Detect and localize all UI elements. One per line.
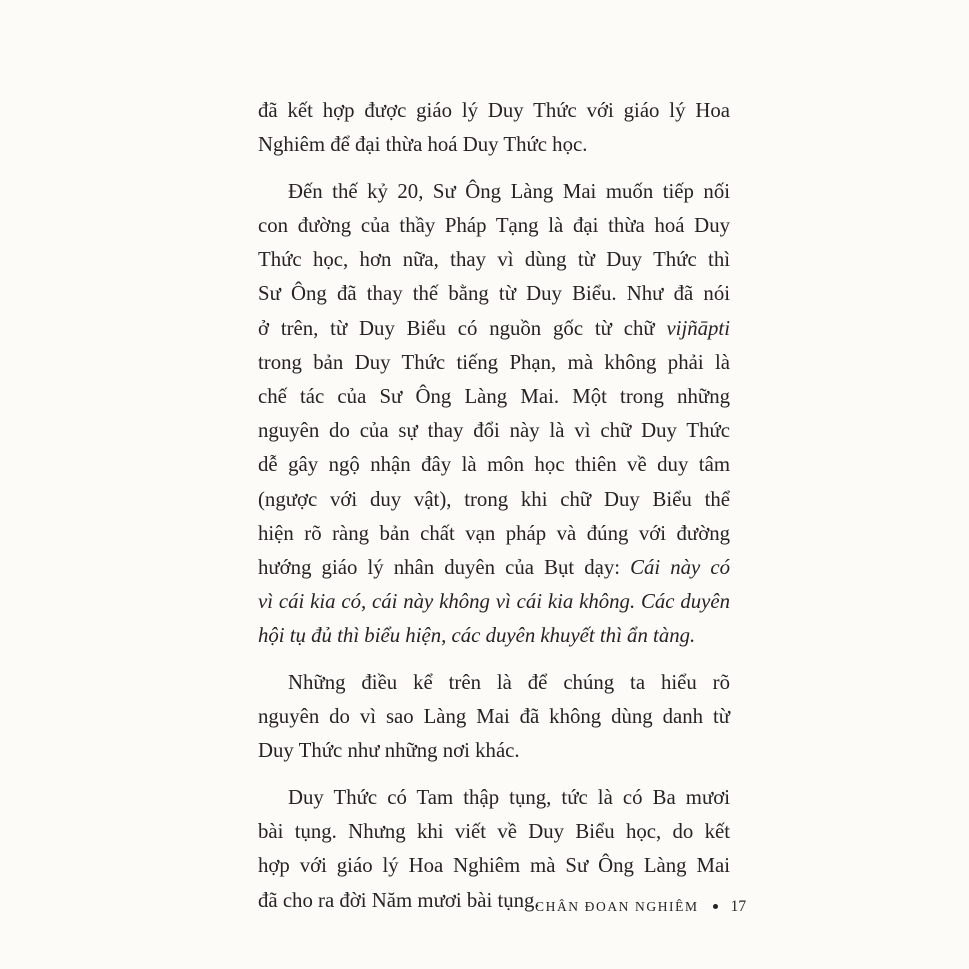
text-line	[258, 175, 730, 209]
text-line	[258, 243, 730, 277]
paragraph	[258, 175, 730, 654]
paragraph	[258, 666, 730, 769]
text-segment: hợp với giáo lý Hoa Nghiêm mà Sư Ông Làng Mai	[258, 854, 730, 878]
text-segment: ở trên, từ Duy Biểu có nguồn gốc từ chữ	[258, 316, 667, 340]
text-segment: trong bản Duy Thức tiếng Phạn, mà không phải là	[258, 350, 730, 374]
text-segment: Sư Ông đã thay thế bằng từ Duy Biểu. Như đã nói	[258, 282, 730, 306]
text-segment: Đến thế kỷ 20, Sư Ông Làng Mai muốn tiếp nối	[288, 179, 730, 203]
text-line	[258, 666, 730, 700]
running-head: CHÂN ĐOAN NGHIÊM	[535, 899, 699, 914]
text-line	[258, 551, 730, 585]
page-number: 17	[730, 898, 747, 915]
text-line	[258, 849, 730, 883]
paragraph	[258, 94, 730, 162]
text-segment: Nghiêm để đại thừa hoá Duy Thức học.	[258, 133, 588, 157]
paragraph-gap	[258, 769, 730, 782]
text-segment: hiện rõ ràng bản chất vạn pháp và đúng với đường	[258, 521, 730, 545]
text-line	[258, 781, 730, 815]
italic-text: hội tụ đủ thì biểu hiện, các duyên khuyết thì ẩn tàng.	[258, 624, 696, 648]
text-line	[258, 380, 730, 414]
text-line	[258, 483, 730, 517]
italic-text: vì cái kia có, cái này không vì cái kia không. Các duyên	[258, 590, 730, 614]
text-line	[258, 585, 730, 619]
text-line	[258, 346, 730, 380]
text-segment: Duy Thức như những nơi khác.	[258, 739, 520, 763]
text-line	[258, 414, 730, 448]
text-segment: Những điều kể trên là để chúng ta hiểu rõ	[288, 671, 730, 694]
text-line	[258, 277, 730, 311]
text-line	[258, 700, 730, 734]
text-line	[258, 517, 730, 551]
text-segment: Thức học, hơn nữa, thay vì dùng từ Duy Thức thì	[258, 248, 730, 272]
page-footer	[535, 898, 747, 916]
bullet-separator-icon	[713, 904, 718, 909]
text-line	[258, 128, 730, 162]
paragraph-gap	[258, 654, 730, 667]
paragraph-gap	[258, 162, 730, 175]
text-line	[258, 312, 730, 346]
text-segment: hướng giáo lý nhân duyên của Bụt dạy:	[258, 555, 631, 579]
text-line	[258, 94, 730, 128]
text-line	[258, 448, 730, 482]
text-segment: dễ gây ngộ nhận đây là môn học thiên về duy tâm	[258, 453, 730, 477]
italic-text: Cái này có	[630, 555, 730, 579]
text-segment: đã cho ra đời Năm mươi bài tụng.	[258, 888, 540, 912]
text-line	[258, 209, 730, 243]
text-segment: con đường của thầy Pháp Tạng là đại thừa hoá Duy	[258, 214, 730, 238]
italic-text: vijñāpti	[666, 316, 730, 340]
text-segment: Duy Thức có Tam thập tụng, tức là có Ba mươi	[288, 786, 730, 810]
text-segment: (ngược với duy vật), trong khi chữ Duy Biểu thể	[258, 487, 730, 511]
text-segment: đã kết hợp được giáo lý Duy Thức với giáo lý Hoa	[258, 99, 730, 122]
text-line	[258, 734, 730, 768]
text-segment: bài tụng. Nhưng khi viết về Duy Biểu học, do kết	[258, 820, 730, 844]
text-line	[258, 815, 730, 849]
text-segment: chế tác của Sư Ông Làng Mai. Một trong những	[258, 385, 730, 408]
text-segment: nguyên do vì sao Làng Mai đã không dùng danh từ	[258, 705, 730, 729]
text-segment: nguyên do của sự thay đổi này là vì chữ Duy Thức	[258, 419, 730, 443]
text-line	[258, 619, 730, 653]
body-text	[258, 94, 730, 918]
